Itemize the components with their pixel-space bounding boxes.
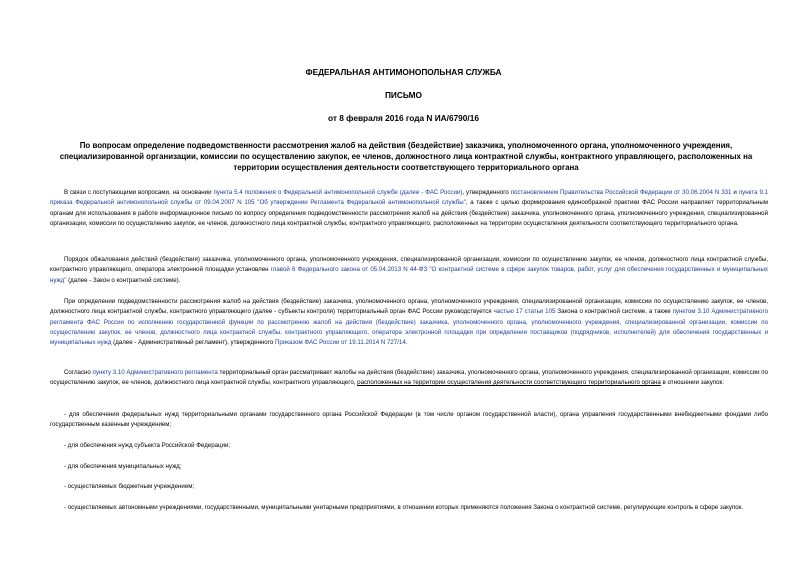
paragraph-4 <box>50 368 768 389</box>
paragraph-text: в отношении закупок: <box>660 379 724 387</box>
list-item: - для обеспечения федеральных нужд территориальными органами государственного органа Российской Федерации (в том числе органом государственной власти), органа управления государственными внебюджетными фондами либо государственным казенным учреждением; <box>50 411 768 429</box>
paragraph-text: и <box>731 189 739 196</box>
paragraph-text: территориальный орган рассматривает жалобы на действия (бездействие) заказчика, уполномоченного органа, уполномоченного учреждения, специализированной организации, комиссии по осуществлению закупок, ее членов, должностного лица контрактной службы, контрактного управляющего, <box>50 369 768 387</box>
paragraph-text: При определении подведомственности рассмотрения жалоб на действия (бездействие) заказчика, уполномоченного органа, уполномоченного учреждения, специализированной организации, комиссии по осуществлению закупок, ее членов, должностного лица контрактной службы, контрактного управляющего (далее - субъекты контроля) территориальный орган ФАС России руководствуется <box>50 298 768 316</box>
paragraph-text: , утвержденного <box>462 189 511 196</box>
link-fas-regulation[interactable]: пункта 5.4 положения о Федеральной антимонопольной службе (далее - ФАС России) <box>213 189 463 196</box>
paragraph-text: Закона о контрактной системе, а также <box>555 308 673 316</box>
list-item: - осуществляемых автономными учреждениями, государственными, муниципальными унитарными предприятиями, в отношении которых применяются положения Закона о контрактной системе, регулирующие контроль в сфере закупок. <box>64 504 744 511</box>
list-item: - для обеспечения нужд субъекта Российской Федерации; <box>64 442 231 449</box>
underlined-text: расположенных на территории осуществления деятельности соответствующего территориального органа <box>357 379 661 387</box>
link-fas-order-727[interactable]: Приказом ФАС России от 19.11.2014 N 727/14 <box>274 339 406 347</box>
agency-heading: ФЕДЕРАЛЬНАЯ АНТИМОНОПОЛЬНАЯ СЛУЖБА <box>305 67 502 77</box>
list-item: - осуществляемых бюджетным учреждением; <box>64 483 195 490</box>
paragraph-1 <box>50 188 768 229</box>
link-admin-regulation[interactable]: пунктом 3.10 Административного регламента ФАС России по исполнению государственной функции по рассмотрению жалоб на действия (бездействие) заказчика, уполномоченного органа, уполномоченного учреждения, специализированной организации, комиссии по осуществлению закупок, ее членов, должностного лица контрактной службы, контрактного управляющего, оператора электронной площадки при определении поставщиков (подрядчиков, исполнителей) для обеспечения государственных и муниципальных нужд <box>50 308 768 347</box>
document-subject: По вопросам определение подведомственности рассмотрения жалоб на действия (бездействие) заказчика, уполномоченного органа, уполномоченного учреждения, специализированной организации, комиссии по осуществлению закупок, ее членов, должностного лица контрактной службы, контрактного управляющего, расположенных на территории осуществления деятельности соответствующего территориального органа <box>59 141 753 173</box>
paragraph-2 <box>50 255 768 286</box>
paragraph-text: , а также с целью формирования единообразной практики ФАС России направляет территориальным органам для использования в работе информационное письмо по вопросу определения подведомственности рассмотрения жалоб на действия (бездействие) заказчика, уполномоченного органа, уполномоченного учреждения, специализированной организации, комиссии по осуществлению закупок, ее членов, должностного лица контрактной службы, контрактного управляющего, расположенных на территории осуществления деятельности соответствующего территориального органа. <box>50 199 768 227</box>
paragraph-text: В связи с поступающими вопросами, на основании <box>64 189 214 196</box>
paragraph-text: (далее - Административный регламент), утвержденного <box>111 339 275 347</box>
link-federal-law-44fz[interactable]: главой 6 Федерального закона от 05.04.2013 N 44-ФЗ "О контрактной системе в сфере закупок товаров, работ, услуг для обеспечения государственных и муниципальных нужд" <box>50 266 768 284</box>
paragraph-text: Порядок обжалования действий (бездействия) заказчика, уполномоченного органа, уполномоченного учреждения, специализированной организации, комиссии по осуществлению закупок, ее членов, должностного лица контрактной службы, контрактного управляющего, оператора электронной площадки установлен <box>50 256 768 274</box>
paragraph-text: Согласно <box>64 369 93 376</box>
list-item: - для обеспечения муниципальных нужд; <box>64 463 182 470</box>
paragraph-text: . <box>405 339 408 347</box>
paragraph-text: (далее - Закон о контрактной системе). <box>66 276 181 284</box>
link-fas-order[interactable]: пункта 9.1 приказа Федеральной антимонопольной службы от 09.04.2007 N 105 "Об утверждении Регламента Федеральной антимонопольной службы" <box>50 189 769 207</box>
link-government-decree[interactable]: постановлением Правительства Российской Федерации от 30.06.2004 N 331 <box>510 189 732 196</box>
document-type-heading: ПИСЬМО <box>384 90 423 100</box>
document-date-number: от 8 февраля 2016 года N ИА/6790/16 <box>328 113 479 123</box>
paragraph-3 <box>50 297 768 348</box>
link-admin-regulation-3-10[interactable]: пункту 3.10 Административного регламента <box>92 369 218 376</box>
link-article-105[interactable]: частью 17 статьи 105 <box>493 308 556 316</box>
